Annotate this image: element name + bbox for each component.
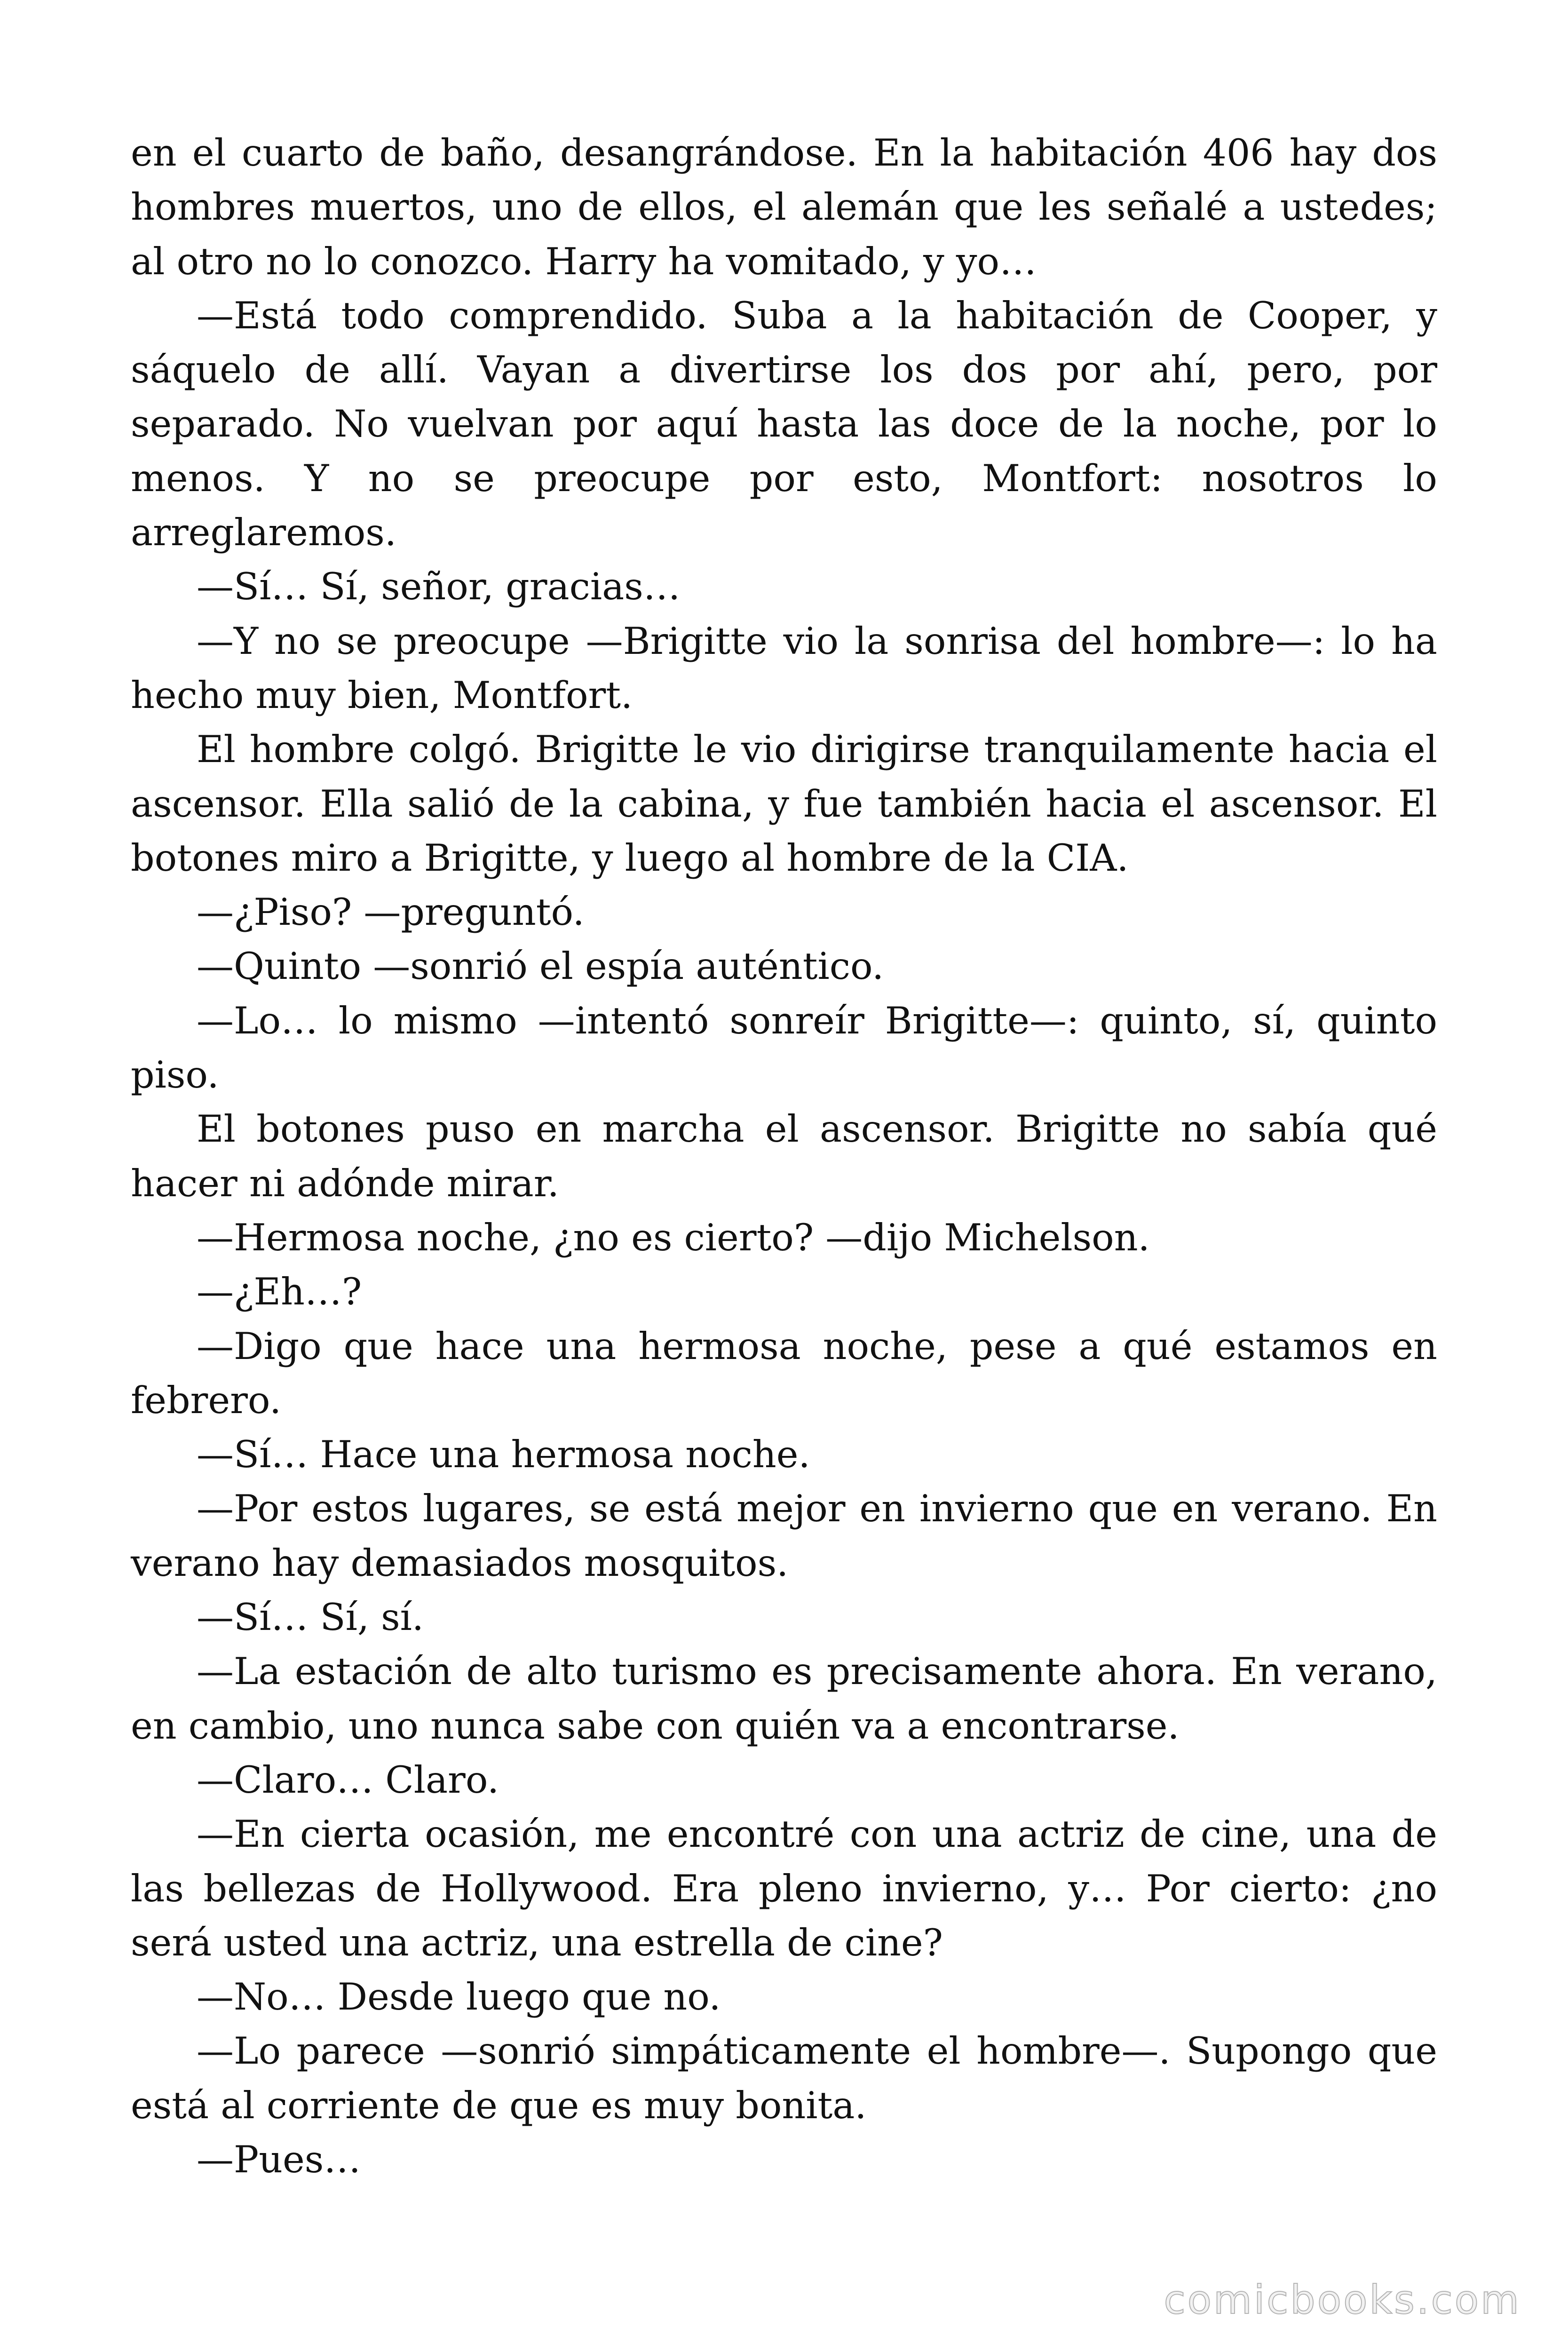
paragraph-14: —Por estos lugares, se está mejor en invierno que en verano. En verano hay demasiados mosquitos.: [131, 1487, 1437, 1585]
paragraph-2: —Está todo comprendido. Suba a la habitación de Cooper, y sáquelo de allí. Vayan a divertirse los dos por ahí, pero, por separado. No vuelvan por aquí hasta las doce de la noche, por lo menos. Y no se preocupe por esto, Montfort: nosotros lo arreglaremos.: [131, 294, 1437, 555]
paragraph-3: —Sí… Sí, señor, gracias…: [197, 565, 681, 609]
paragraph-1: en el cuarto de baño, desangrándose. En la habitación 406 hay dos hombres muertos, uno de ellos, el alemán que les señalé a ustedes; al otro no lo conozco. Harry ha vomitado, y yo…: [131, 131, 1437, 283]
paragraph-12: —Digo que hace una hermosa noche, pese a qué estamos en febrero.: [131, 1324, 1437, 1422]
paragraph-13: —Sí… Hace una hermosa noche.: [197, 1433, 810, 1477]
paragraph-10: —Hermosa noche, ¿no es cierto? —dijo Michelson.: [197, 1216, 1150, 1259]
paragraph-21: —Pues…: [197, 2137, 361, 2181]
paragraph-7: —Quinto —sonrió el espía auténtico.: [197, 945, 884, 988]
paragraph-17: —Claro… Claro.: [197, 1758, 499, 1802]
paragraph-15: —Sí… Sí, sí.: [197, 1596, 424, 1639]
watermark-logo: comicbooks.com: [1164, 2277, 1521, 2323]
paragraph-4: —Y no se preocupe —Brigitte vio la sonrisa del hombre—: lo ha hecho muy bien, Montfort.: [131, 619, 1437, 717]
paragraph-6: —¿Piso? —preguntó.: [197, 890, 585, 934]
paragraph-18: —En cierta ocasión, me encontré con una actriz de cine, una de las bellezas de Hollywood. Era pleno invierno, y… Por cierto: ¿no será usted una actriz, una estrella de cine?: [131, 1812, 1437, 1964]
paragraph-9: El botones puso en marcha el ascensor. Brigitte no sabía qué hacer ni adónde mirar.: [131, 1107, 1437, 1205]
paragraph-16: —La estación de alto turismo es precisamente ahora. En verano, en cambio, uno nunca sabe con quién va a encontrarse.: [131, 1650, 1437, 1748]
paragraph-8: —Lo… lo mismo —intentó sonreír Brigitte—: quinto, sí, quinto piso.: [131, 999, 1437, 1097]
page-body-text: [131, 126, 1437, 2187]
paragraph-19: —No… Desde luego que no.: [197, 1975, 721, 2019]
paragraph-11: —¿Eh…?: [197, 1270, 362, 1314]
paragraph-20: —Lo parece —sonrió simpáticamente el hombre—. Supongo que está al corriente de que es muy bonita.: [131, 2029, 1437, 2127]
paragraph-5: El hombre colgó. Brigitte le vio dirigirse tranquilamente hacia el ascensor. Ella salió de la cabina, y fue también hacia el ascensor. El botones miro a Brigitte, y luego al hombre de la CIA.: [131, 728, 1437, 880]
